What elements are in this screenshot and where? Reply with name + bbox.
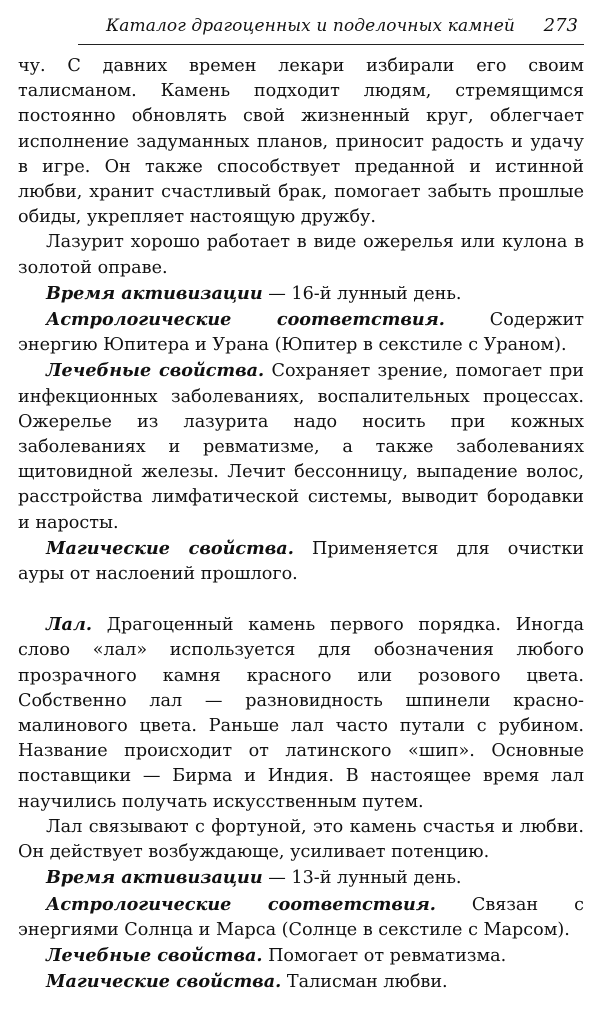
lal-activation-text: — 13-й лунный день.: [262, 868, 462, 889]
lal-magic: [18, 969, 584, 995]
lal-paragraph-1: [18, 612, 584, 815]
lazurite-magic: [18, 536, 584, 587]
lal-astrology: [18, 892, 584, 943]
lal-magic-text: Талисман любви.: [281, 972, 448, 993]
lazurite-activation: [18, 281, 584, 307]
lazurite-paragraph-2: Лазурит хорошо работает в виде ожерелья или кулона в золотой оправе.: [18, 232, 584, 278]
lal-paragraph-1-text: Драгоценный камень первого порядка. Иногда слово «лал» используется для обозначения любого прозрачного камня красного или розового цвета. Собственно лал — разновидность шпинели красно-малинового цвета. Раньше лал часто путали с рубином. Название происходит от латинского «шип». Основные поставщики — Бирма и Индия. В настоящее время лал научились получать искусственным путем.: [18, 615, 584, 812]
lazurite-astrology-label: Астрологические соответствия.: [46, 309, 445, 331]
lal-astrology-text: Связан с энергиями Солнца и Марса (Солнце в секстиле с Марсом).: [18, 894, 584, 940]
lal-magic-label: Магические свойства.: [46, 971, 282, 993]
page-body: [18, 54, 584, 995]
running-header: [78, 14, 584, 45]
lal-healing-text: Помогает от ревматизма.: [262, 945, 507, 966]
lazurite-magic-text: Применяется для очистки ауры от наслоений прошлого.: [18, 538, 585, 585]
lal-title: Лал.: [46, 614, 92, 636]
lal-activation-label: Время активизации: [46, 867, 263, 889]
lazurite-activation-text: — 16-й лунный день.: [262, 283, 462, 304]
header-title: Каталог драгоценных и поделочных камней: [106, 16, 515, 36]
lazurite-healing: [18, 358, 584, 535]
lazurite-paragraph-1: чу. С давних времен лекари избирали его своим талисманом. Камень подходит людям, стремящимся постоянно обновлять свой жизненный круг, облегчает исполнение задуманных планов, приносит радость и удачу в игре. Он также способствует преданной и истинной любви, хранит счастливый брак, помогает забыть прошлые обиды, укрепляет настоящую дружбу.: [18, 56, 584, 228]
lal-astrology-label: Астрологические соответствия.: [46, 893, 436, 915]
lal-activation: [18, 865, 584, 891]
lazurite-healing-text: Сохраняет зрение, помогает при инфекционных заболеваниях, воспалительных процессах. Ожерелье из лазурита надо носить при кожных заболеваниях и ревматизме, а также заболеваниях щитовидной железы. Лечит бессонницу, выпадение волос, расстройства лимфатической системы, выводит бородавки и наросты.: [18, 361, 584, 533]
lal-healing: [18, 943, 584, 969]
lal-healing-label: Лечебные свойства.: [46, 944, 263, 966]
lazurite-astrology: [18, 307, 584, 358]
lal-paragraph-2: Лал связывают с фортуной, это камень счастья и любви. Он действует возбуждающе, усиливает потенцию.: [18, 816, 584, 863]
lazurite-activation-label: Время активизации: [46, 282, 263, 304]
lazurite-astrology-text: Содержит энергию Юпитера и Урана (Юпитер в секстиле с Ураном).: [18, 310, 584, 356]
page-number: 273: [543, 15, 578, 36]
lazurite-healing-label: Лечебные свойства.: [46, 360, 265, 382]
section-gap: [18, 587, 584, 612]
lazurite-magic-label: Магические свойства.: [46, 537, 294, 559]
